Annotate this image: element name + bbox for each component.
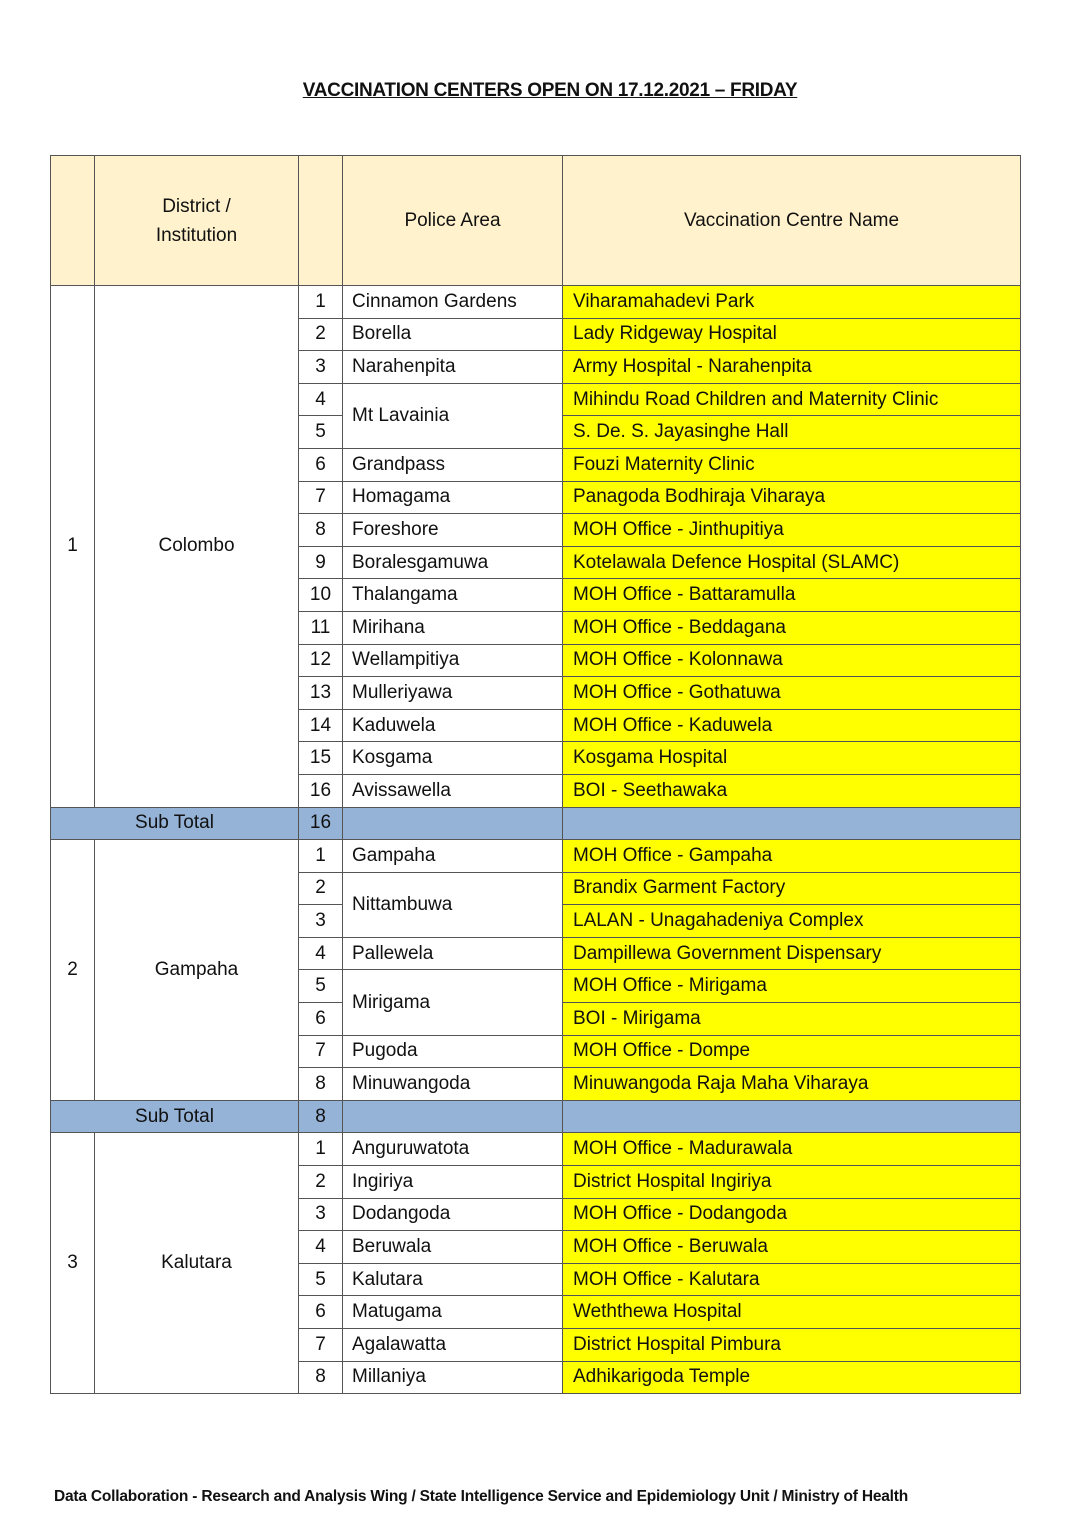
row-number: 6	[299, 1003, 343, 1036]
police-area: Mirigama	[343, 970, 563, 1035]
row-number: 1	[299, 1133, 343, 1166]
header-centre-name: Vaccination Centre Name	[563, 156, 1021, 286]
police-area: Agalawatta	[343, 1329, 563, 1362]
row-number: 8	[299, 1361, 343, 1394]
police-area: Nittambuwa	[343, 872, 563, 937]
vaccination-centre-name: Panagoda Bodhiraja Viharaya	[563, 481, 1021, 514]
vaccination-centre-name: District Hospital Ingiriya	[563, 1166, 1021, 1199]
vaccination-centre-name: MOH Office - Dompe	[563, 1035, 1021, 1068]
police-area: Cinnamon Gardens	[343, 286, 563, 319]
header-no	[299, 156, 343, 286]
row-number: 4	[299, 937, 343, 970]
police-area: Narahenpita	[343, 351, 563, 384]
vaccination-centre-name: MOH Office - Gampaha	[563, 840, 1021, 873]
vaccination-centre-name: Lady Ridgeway Hospital	[563, 318, 1021, 351]
header-police-area: Police Area	[343, 156, 563, 286]
row-number: 7	[299, 1035, 343, 1068]
vaccination-centre-name: LALAN - Unagahadeniya Complex	[563, 905, 1021, 938]
vaccination-centre-name: District Hospital Pimbura	[563, 1329, 1021, 1362]
row-number: 1	[299, 286, 343, 319]
police-area: Avissawella	[343, 774, 563, 807]
header-district	[95, 156, 299, 286]
table-row	[51, 1133, 1021, 1166]
row-number: 13	[299, 677, 343, 710]
row-number: 8	[299, 514, 343, 547]
row-number: 2	[299, 318, 343, 351]
vaccination-centre-name: Mihindu Road Children and Maternity Clinic	[563, 383, 1021, 416]
vaccination-centre-name: S. De. S. Jayasinghe Hall	[563, 416, 1021, 449]
police-area: Borella	[343, 318, 563, 351]
row-number: 1	[299, 840, 343, 873]
page-title: VACCINATION CENTERS OPEN ON 17.12.2021 – FRIDAY	[302, 80, 798, 101]
district-name: Colombo	[95, 286, 299, 808]
vaccination-centre-name: Weththewa Hospital	[563, 1296, 1021, 1329]
vaccination-centre-name: MOH Office - Beddagana	[563, 611, 1021, 644]
vaccination-centre-name: MOH Office - Gothatuwa	[563, 677, 1021, 710]
police-area: Gampaha	[343, 840, 563, 873]
subtotal-count: 16	[299, 807, 343, 840]
vaccination-centre-name: Dampillewa Government Dispensary	[563, 937, 1021, 970]
vaccination-centre-name: MOH Office - Madurawala	[563, 1133, 1021, 1166]
police-area: Foreshore	[343, 514, 563, 547]
row-number: 3	[299, 1198, 343, 1231]
row-number: 4	[299, 383, 343, 416]
police-area: Kosgama	[343, 742, 563, 775]
row-number: 10	[299, 579, 343, 612]
district-index: 1	[51, 286, 95, 808]
row-number: 14	[299, 709, 343, 742]
vaccination-centre-name: MOH Office - Mirigama	[563, 970, 1021, 1003]
police-area: Matugama	[343, 1296, 563, 1329]
vaccination-centre-name: BOI - Mirigama	[563, 1003, 1021, 1036]
header-district-line2: Institution	[155, 224, 238, 246]
subtotal-label: Sub Total	[51, 807, 299, 840]
table-row	[51, 840, 1021, 873]
row-number: 16	[299, 774, 343, 807]
vaccination-centre-name: Kosgama Hospital	[563, 742, 1021, 775]
police-area: Mirihana	[343, 611, 563, 644]
subtotal-count: 8	[299, 1100, 343, 1133]
row-number: 6	[299, 1296, 343, 1329]
vaccination-centre-name: Army Hospital - Narahenpita	[563, 351, 1021, 384]
vaccination-centre-name: Minuwangoda Raja Maha Viharaya	[563, 1068, 1021, 1101]
police-area: Grandpass	[343, 448, 563, 481]
vaccination-centre-name: Adhikarigoda Temple	[563, 1361, 1021, 1394]
vaccination-centre-name: MOH Office - Jinthupitiya	[563, 514, 1021, 547]
row-number: 7	[299, 1329, 343, 1362]
row-number: 3	[299, 351, 343, 384]
police-area: Homagama	[343, 481, 563, 514]
subtotal-empty-police	[343, 807, 563, 840]
subtotal-empty-centre	[563, 1100, 1021, 1133]
vaccination-centre-name: MOH Office - Kaduwela	[563, 709, 1021, 742]
subtotal-row	[51, 807, 1021, 840]
police-area: Millaniya	[343, 1361, 563, 1394]
police-area: Thalangama	[343, 579, 563, 612]
row-number: 11	[299, 611, 343, 644]
vaccination-centre-name: MOH Office - Dodangoda	[563, 1198, 1021, 1231]
subtotal-label: Sub Total	[51, 1100, 299, 1133]
police-area: Kaduwela	[343, 709, 563, 742]
police-area: Wellampitiya	[343, 644, 563, 677]
police-area: Boralesgamuwa	[343, 546, 563, 579]
subtotal-empty-centre	[563, 807, 1021, 840]
table-row	[51, 286, 1021, 319]
vaccination-centre-name: MOH Office - Kalutara	[563, 1263, 1021, 1296]
row-number: 5	[299, 416, 343, 449]
row-number: 6	[299, 448, 343, 481]
police-area: Ingiriya	[343, 1166, 563, 1199]
district-index: 2	[51, 840, 95, 1101]
vaccination-centre-name: BOI - Seethawaka	[563, 774, 1021, 807]
vaccination-centre-name: Brandix Garment Factory	[563, 872, 1021, 905]
header-district-line1: District /	[162, 195, 231, 217]
vaccination-centre-name: MOH Office - Battaramulla	[563, 579, 1021, 612]
row-number: 4	[299, 1231, 343, 1264]
district-index: 3	[51, 1133, 95, 1394]
police-area: Mulleriyawa	[343, 677, 563, 710]
row-number: 5	[299, 1263, 343, 1296]
police-area: Beruwala	[343, 1231, 563, 1264]
police-area: Anguruwatota	[343, 1133, 563, 1166]
police-area: Kalutara	[343, 1263, 563, 1296]
row-number: 5	[299, 970, 343, 1003]
row-number: 7	[299, 481, 343, 514]
district-name: Kalutara	[95, 1133, 299, 1394]
police-area: Mt Lavainia	[343, 383, 563, 448]
police-area: Dodangoda	[343, 1198, 563, 1231]
vaccination-centers-table	[50, 155, 1021, 1394]
police-area: Pallewela	[343, 937, 563, 970]
footer-credit: Data Collaboration - Research and Analysis Wing / State Intelligence Service and Epidemiology Unit / Ministry of Health	[54, 1488, 909, 1505]
vaccination-centre-name: Viharamahadevi Park	[563, 286, 1021, 319]
row-number: 2	[299, 1166, 343, 1199]
vaccination-centre-name: Kotelawala Defence Hospital (SLAMC)	[563, 546, 1021, 579]
row-number: 12	[299, 644, 343, 677]
row-number: 2	[299, 872, 343, 905]
subtotal-row	[51, 1100, 1021, 1133]
police-area: Pugoda	[343, 1035, 563, 1068]
table-header-row	[51, 156, 1021, 286]
subtotal-empty-police	[343, 1100, 563, 1133]
district-name: Gampaha	[95, 840, 299, 1101]
vaccination-centre-name: Fouzi Maternity Clinic	[563, 448, 1021, 481]
vaccination-centre-name: MOH Office - Beruwala	[563, 1231, 1021, 1264]
row-number: 15	[299, 742, 343, 775]
row-number: 9	[299, 546, 343, 579]
header-index	[51, 156, 95, 286]
police-area: Minuwangoda	[343, 1068, 563, 1101]
row-number: 3	[299, 905, 343, 938]
vaccination-centre-name: MOH Office - Kolonnawa	[563, 644, 1021, 677]
row-number: 8	[299, 1068, 343, 1101]
